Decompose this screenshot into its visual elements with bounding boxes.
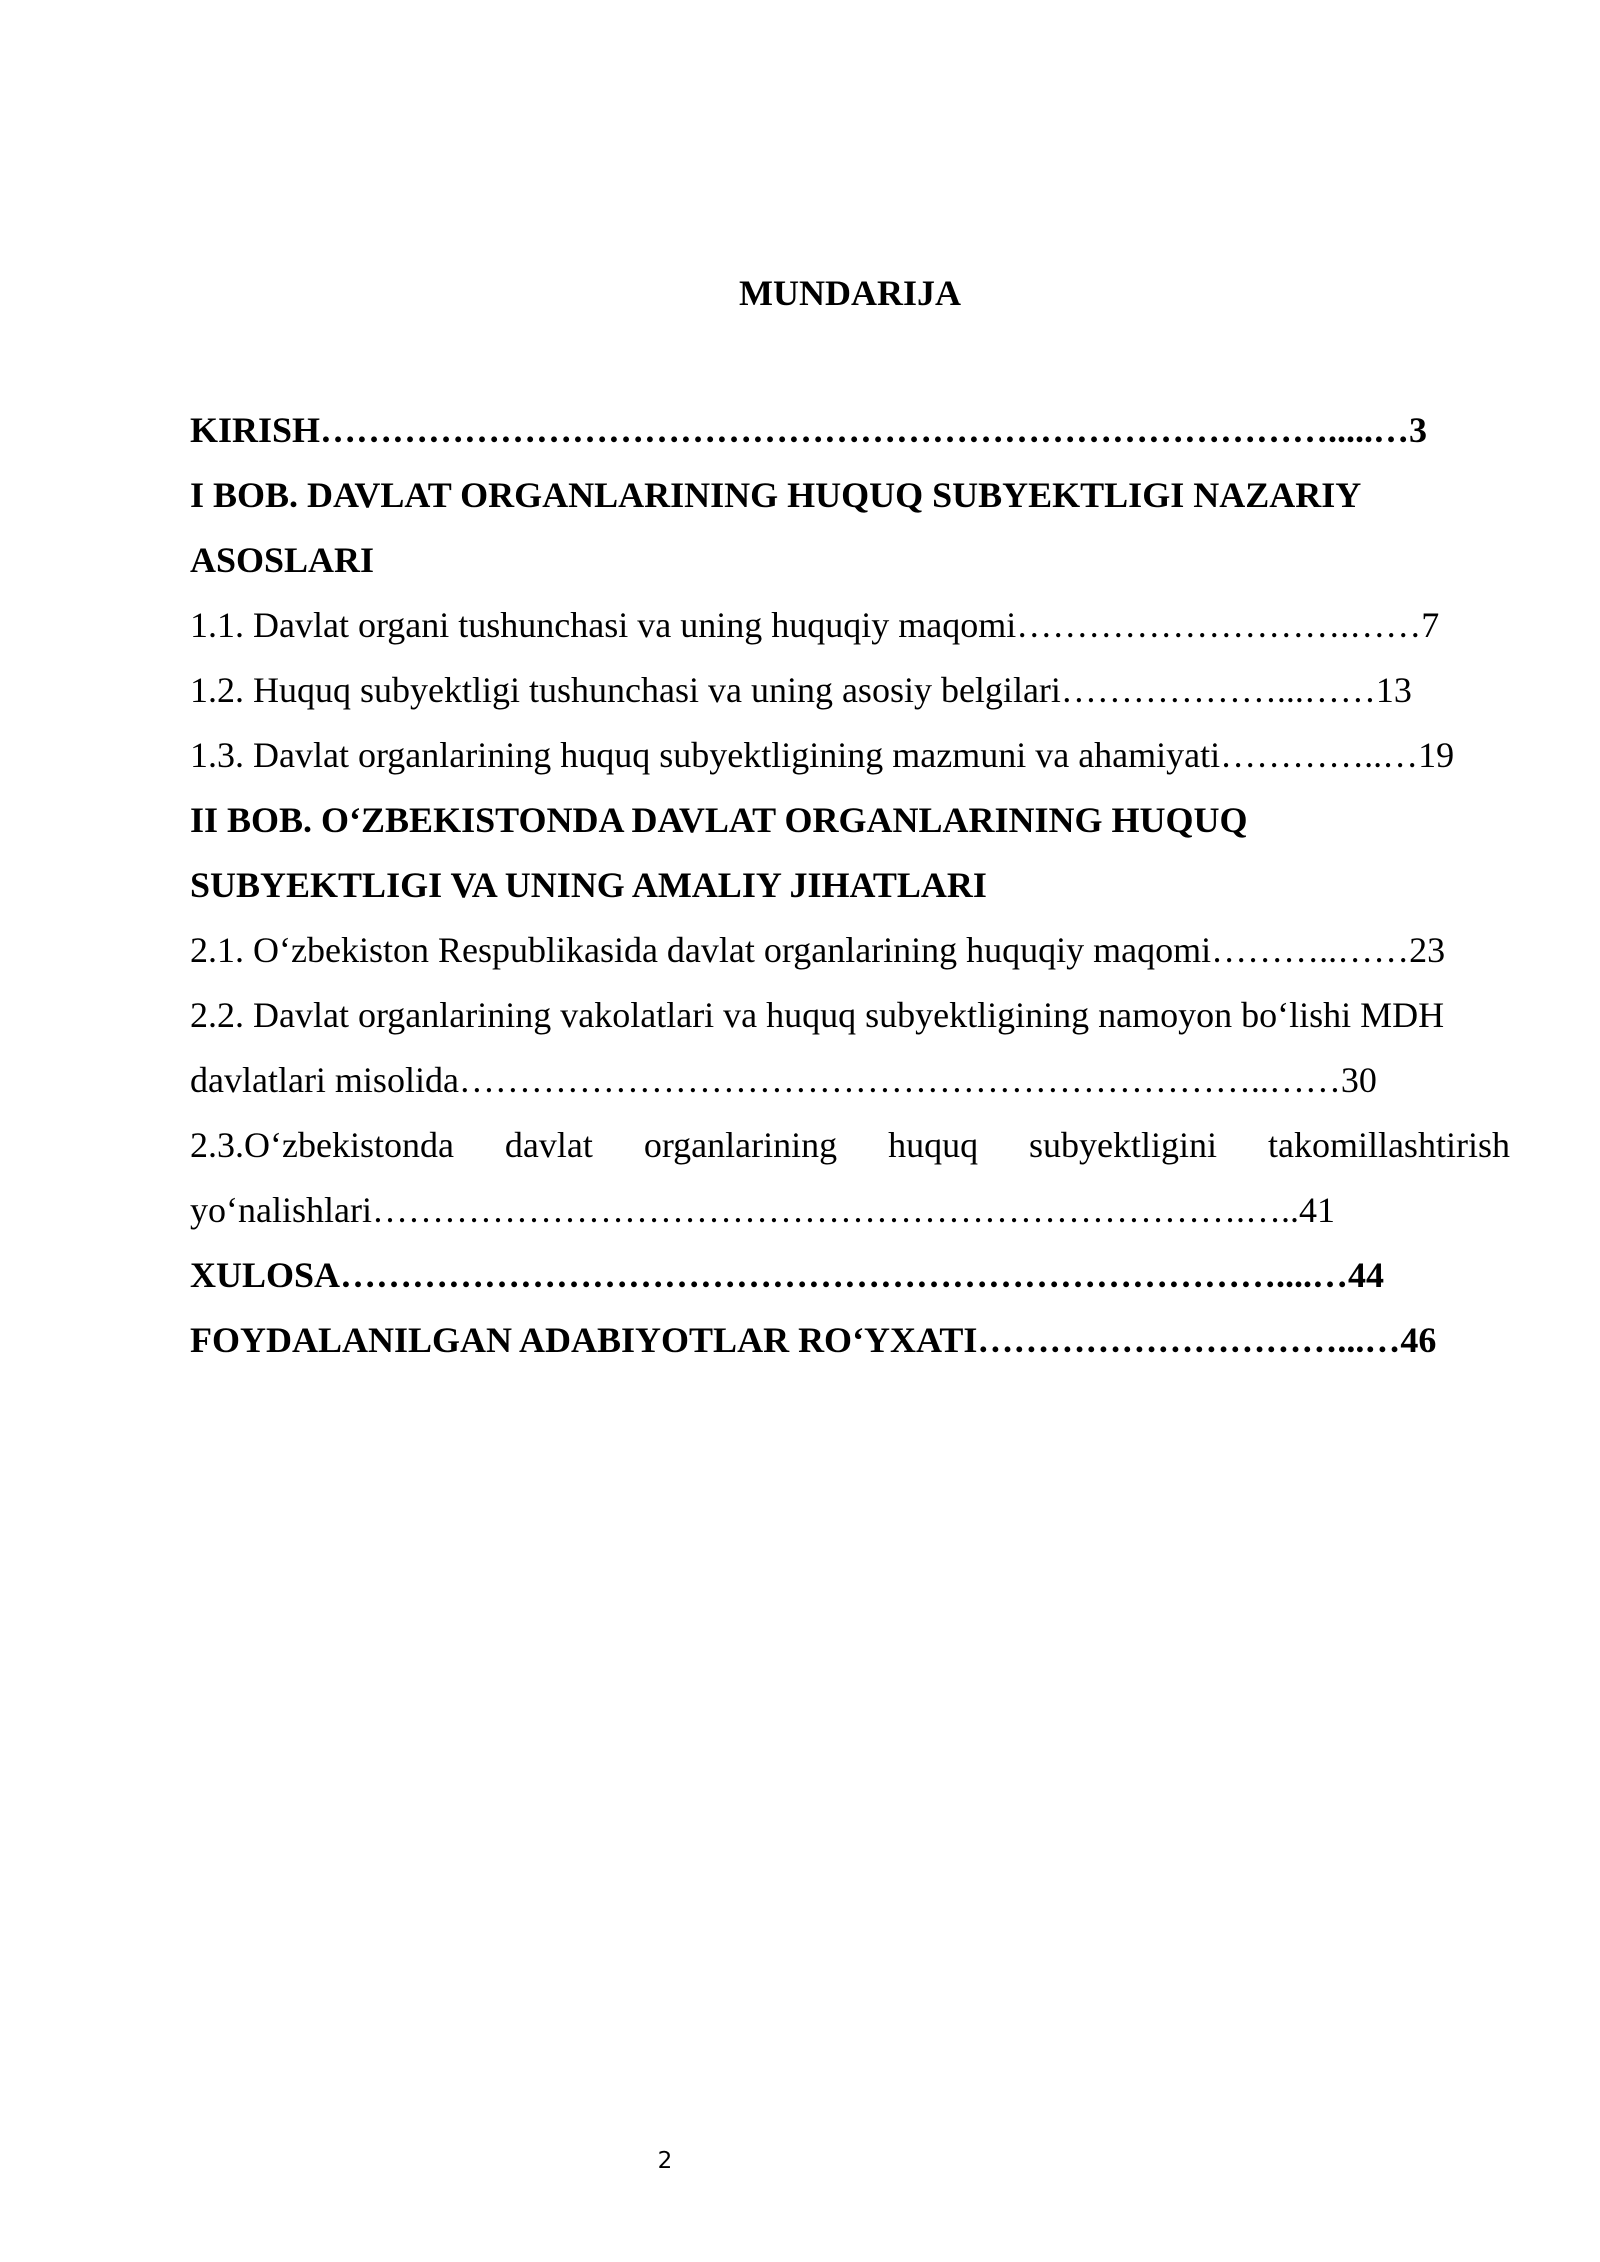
toc-chapter-1-heading-cont: ASOSLARI <box>190 540 375 580</box>
page-title: MUNDARIJA <box>739 273 961 313</box>
toc-entry-2-3-word: 2.3.O‘zbekistonda <box>190 1125 454 1165</box>
table-of-contents <box>190 398 1510 1373</box>
toc-entry-2-2: 2.2. Davlat organlarining vakolatlari va huquq subyektligining namoyon bo‘lishi MDH <box>190 995 1445 1035</box>
toc-entry-1-2: 1.2. Huquq subyektligi tushunchasi va uning asosiy belgilari………………...……13 <box>190 670 1412 710</box>
toc-entry-1-3: 1.3. Davlat organlarining huquq subyektligining mazmuni va ahamiyati…………..…19 <box>190 735 1455 775</box>
toc-entry-2-3-word: davlat <box>504 1125 593 1165</box>
toc-entry-2-3-cont: yo‘nalishlari……………………………………………………………….…..41 <box>190 1190 1335 1230</box>
toc-entry-2-1: 2.1. O‘zbekiston Respublikasida davlat organlarining huquqiy maqomi………..……23 <box>190 930 1446 970</box>
toc-entry-2-3-word: huquq <box>888 1125 979 1165</box>
toc-entry-2-3-word: subyektligini <box>1029 1125 1218 1165</box>
toc-chapter-2-heading-cont: SUBYEKTLIGI VA UNING AMALIY JIHATLARI <box>190 865 987 905</box>
toc-entry-kirish: KIRISH………………………………………………………………………….....…3 <box>190 410 1428 450</box>
toc-chapter-1-heading: I BOB. DAVLAT ORGANLARINING HUQUQ SUBYEKTLIGI NAZARIY <box>190 475 1362 515</box>
page-number: 2 <box>657 2148 673 2174</box>
toc-entry-1-1: 1.1. Davlat organi tushunchasi va uning huquqiy maqomi……………………….……7 <box>190 605 1440 645</box>
toc-entry-references: FOYDALANILGAN ADABIYOTLAR RO‘YXATI…………………………...…46 <box>190 1320 1437 1360</box>
toc-entry-2-2-cont: davlatlari misolida…………………………………………………………..……30 <box>190 1060 1377 1100</box>
toc-entry-xulosa: XULOSA……………………………………………………………………....…44 <box>190 1255 1385 1295</box>
toc-chapter-2-heading: II BOB. O‘ZBEKISTONDA DAVLAT ORGANLARINING HUQUQ <box>190 800 1248 840</box>
toc-entry-2-3-word: organlarining <box>643 1125 838 1165</box>
toc-entry-2-3 <box>190 1113 1510 1178</box>
toc-entry-2-3-word: takomillashtirish <box>1267 1125 1510 1165</box>
